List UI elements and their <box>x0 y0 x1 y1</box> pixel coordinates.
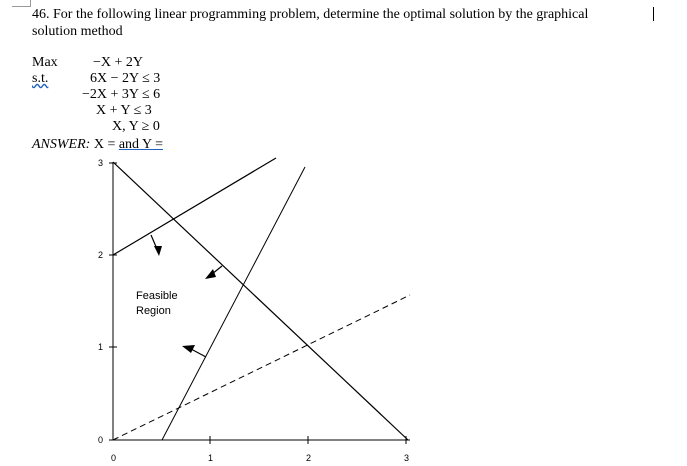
x-tick-label-2: 2 <box>306 453 312 463</box>
answer-label: ANSWER: <box>32 137 91 152</box>
y-tick-label-0: 0 <box>98 435 104 445</box>
constraint-1: 6X − 2Y ≤ 3 <box>90 71 161 86</box>
question-text: 46. For the following linear programming problem, determine the optimal solution by the graphical solution method <box>32 7 589 39</box>
x-tick-label-0: 0 <box>111 453 117 463</box>
x-tick-label-1: 1 <box>208 453 214 463</box>
answer-and-y: and Y = <box>118 137 164 152</box>
max-label: Max <box>32 55 58 70</box>
arrow-down-icon <box>154 246 162 256</box>
x-tick-label-3: 3 <box>404 453 410 463</box>
constraint-line-2 <box>113 158 276 255</box>
objective-function: −X + 2Y <box>93 55 144 70</box>
constraint-2: −2X + 3Y ≤ 6 <box>82 87 161 102</box>
constraint-line-1 <box>162 167 305 440</box>
y-tick-label-3: 3 <box>98 158 104 168</box>
y-tick-label-1: 1 <box>98 342 104 352</box>
constraint-4: X, Y ≥ 0 <box>112 119 160 134</box>
answer-x: X = <box>93 137 119 152</box>
region-label: Region <box>136 305 171 317</box>
y-tick-label-2: 2 <box>98 250 104 260</box>
subject-to-label: s.t. <box>32 71 49 86</box>
arrow-constraint-1-shaft <box>191 349 206 357</box>
arrow-up-left-icon <box>182 345 195 353</box>
feasible-label: Feasible <box>136 290 178 302</box>
arrow-down-left-icon <box>205 269 216 279</box>
constraint-3: X + Y ≤ 3 <box>96 103 152 118</box>
